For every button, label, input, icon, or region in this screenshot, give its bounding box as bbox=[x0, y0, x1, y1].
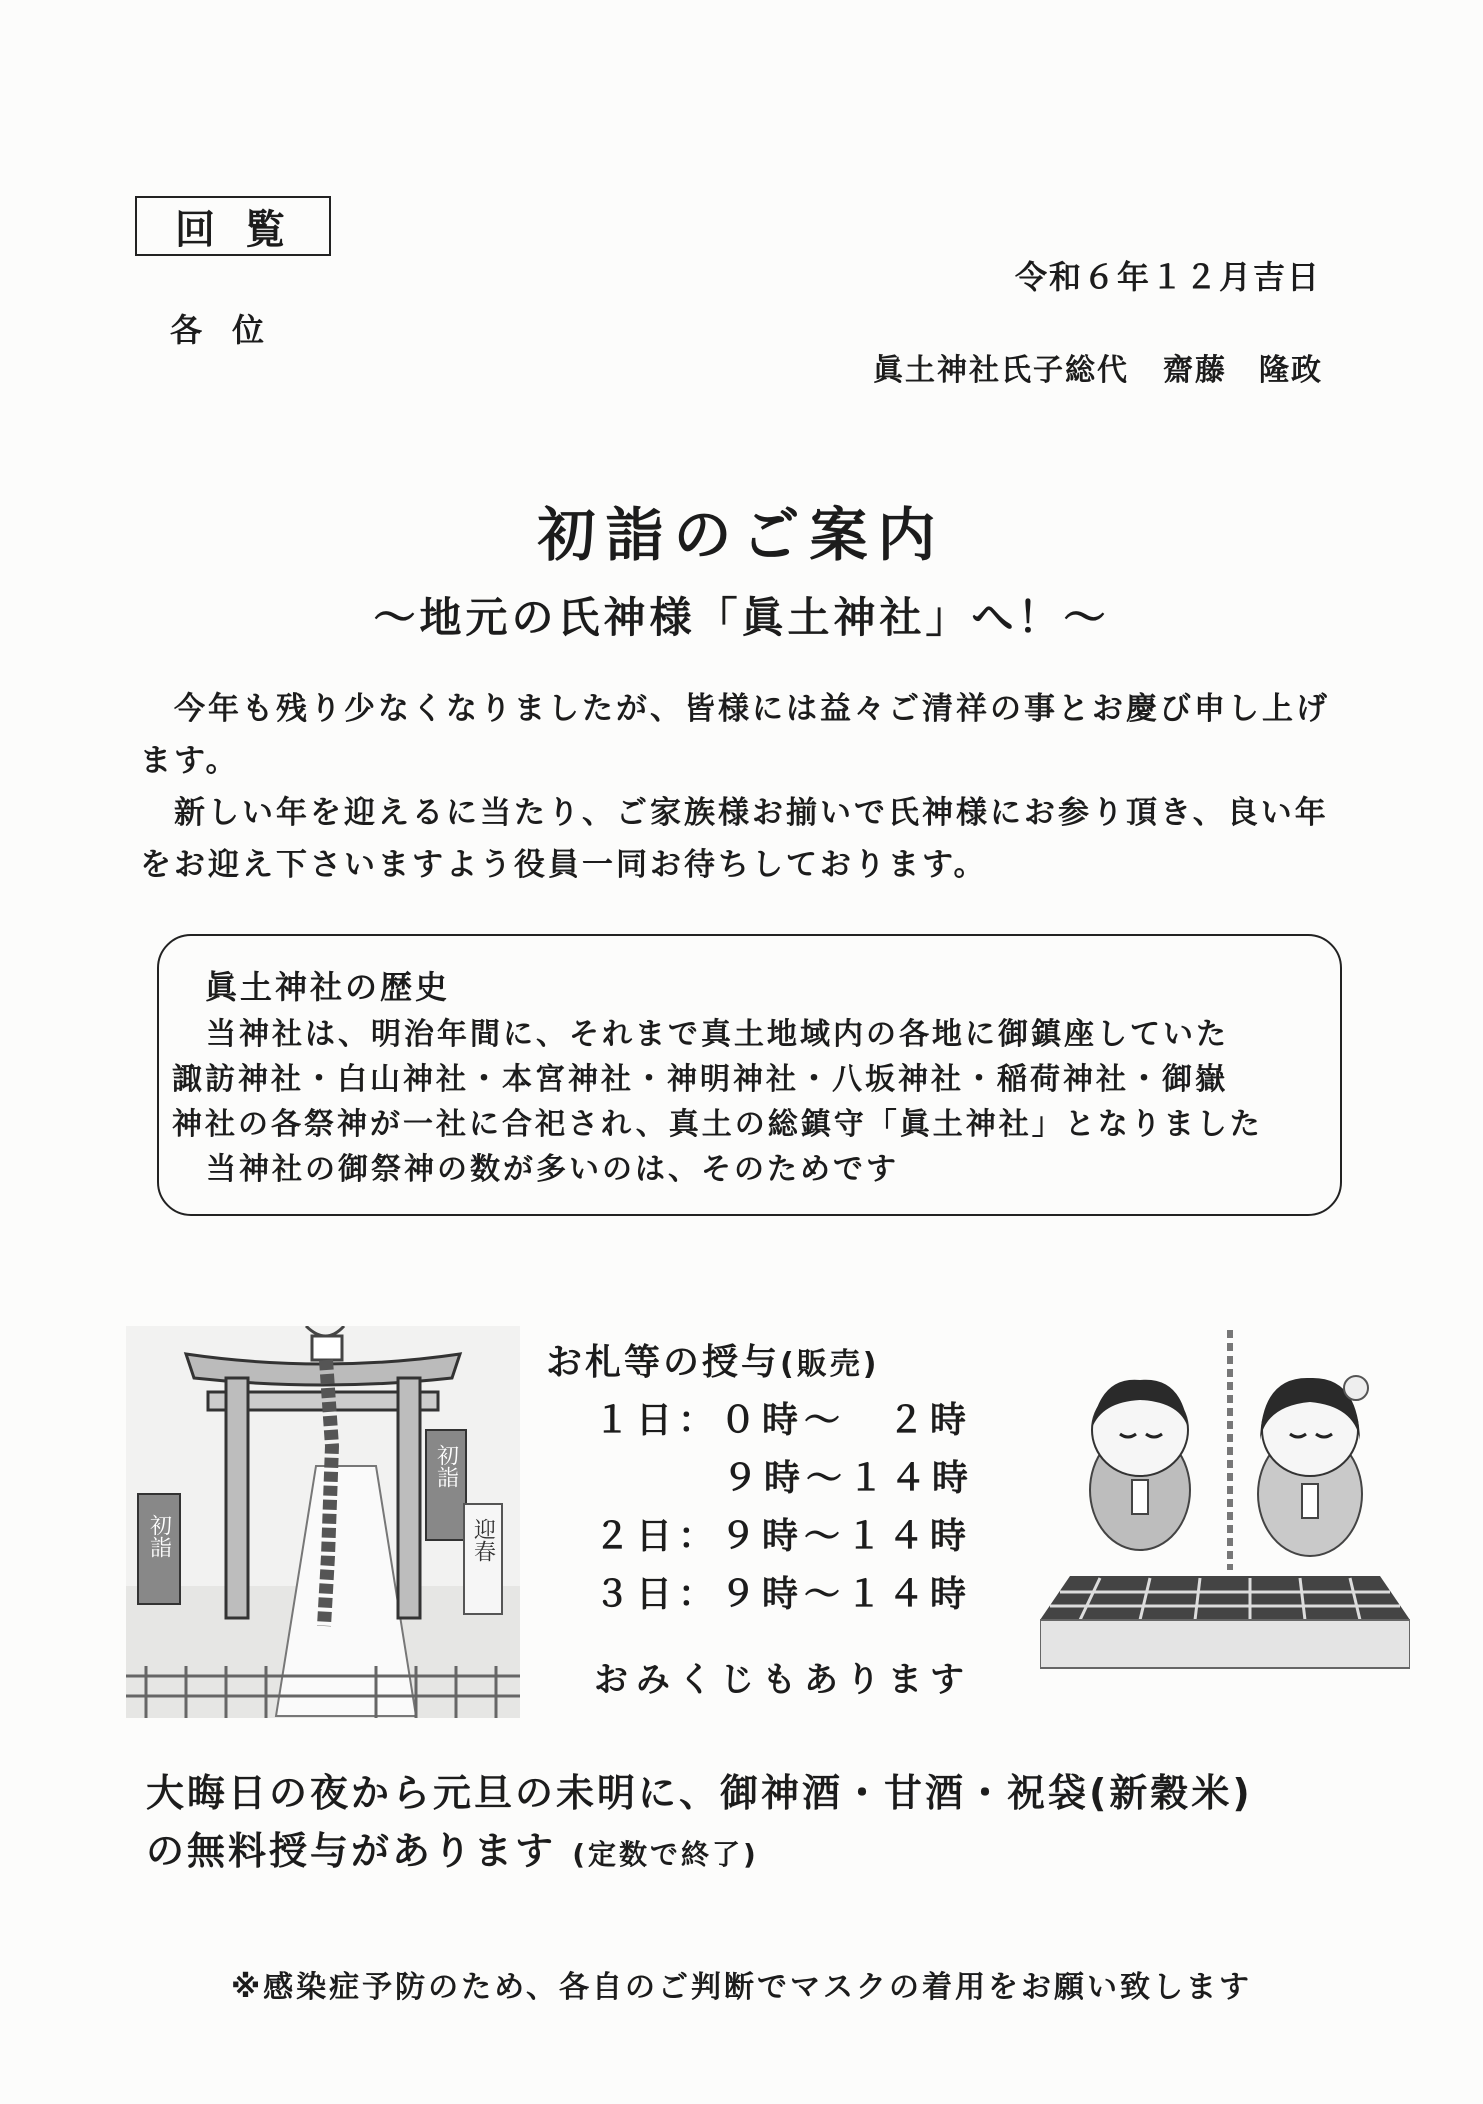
schedule-day1-afternoon: ９時～１４時 bbox=[722, 1458, 975, 1499]
ofuda-title-note: (販売) bbox=[780, 1347, 880, 1382]
ofuda-title: お札等の授与(販売) bbox=[546, 1342, 880, 1383]
page-title: 初詣のご案内 bbox=[537, 501, 946, 569]
sender-title: 眞土神社氏子総代 bbox=[873, 353, 1129, 388]
children-praying-icon bbox=[1040, 1330, 1410, 1680]
history-line: 当神社は、明治年間に、それまで真土地域内の各地に御鎮座していた bbox=[206, 1017, 1229, 1052]
greeting-paragraph-1 bbox=[140, 683, 1350, 787]
mask-notice: ※感染症予防のため、各自のご判断でマスクの着用をお願い致します bbox=[231, 1970, 1252, 2005]
issue-date: 令和６年１２月吉日 bbox=[1014, 258, 1321, 296]
sender-name: 齋藤 隆政 bbox=[1163, 353, 1323, 388]
free-gift-notice bbox=[146, 1764, 1386, 1884]
addressee: 各位 bbox=[170, 311, 295, 349]
kairan-stamp: 回覧 bbox=[135, 196, 331, 256]
free-gift-line-1: 大晦日の夜から元旦の未明に、御神酒・甘酒・祝袋(新穀米) bbox=[146, 1771, 1253, 1815]
free-gift-note: (定数で終了) bbox=[572, 1838, 759, 1871]
sender bbox=[873, 345, 1323, 389]
greeting-text-1: 今年も残り少なくなりましたが、皆様には益々ご清祥の事とお慶び申し上げます。 bbox=[140, 691, 1330, 779]
free-gift-line-2: の無料授与があります (定数で終了) bbox=[146, 1829, 759, 1873]
omikuji-note: おみくじもあります bbox=[594, 1660, 972, 1700]
history-line: 神社の各祭神が一社に合祀され、真土の総鎮守「眞土神社」となりました bbox=[172, 1107, 1263, 1142]
history-line: 当神社の御祭神の数が多いのは、そのためです bbox=[206, 1152, 899, 1187]
schedule-day2: ２日：９時～１４時 bbox=[594, 1516, 973, 1557]
history-line: 諏訪神社・白山神社・本宮神社・神明神社・八坂神社・稲荷神社・御嶽 bbox=[172, 1062, 1228, 1097]
greeting-paragraph-2 bbox=[140, 787, 1350, 891]
schedule-day1: １日：０時～ ２時 bbox=[594, 1400, 973, 1441]
greeting-text-2: 新しい年を迎えるに当たり、ご家族様お揃いで氏神様にお参り頂き、良い年をお迎え下さいますよう役員一同お待ちしております。 bbox=[140, 795, 1329, 883]
torii-banner-1: 初詣 bbox=[146, 1514, 172, 1558]
torii-banner-2: 迎春 bbox=[470, 1518, 496, 1562]
history-body bbox=[172, 1012, 1332, 1192]
schedule-day3: ３日：９時～１４時 bbox=[594, 1574, 973, 1615]
page-subtitle: ～地元の氏神様「眞土神社」へ！～ bbox=[373, 593, 1110, 642]
history-title: 眞土神社の歴史 bbox=[205, 968, 451, 1006]
torii-banner-1b: 初詣 bbox=[433, 1444, 459, 1488]
torii-gate-icon bbox=[126, 1326, 520, 1718]
